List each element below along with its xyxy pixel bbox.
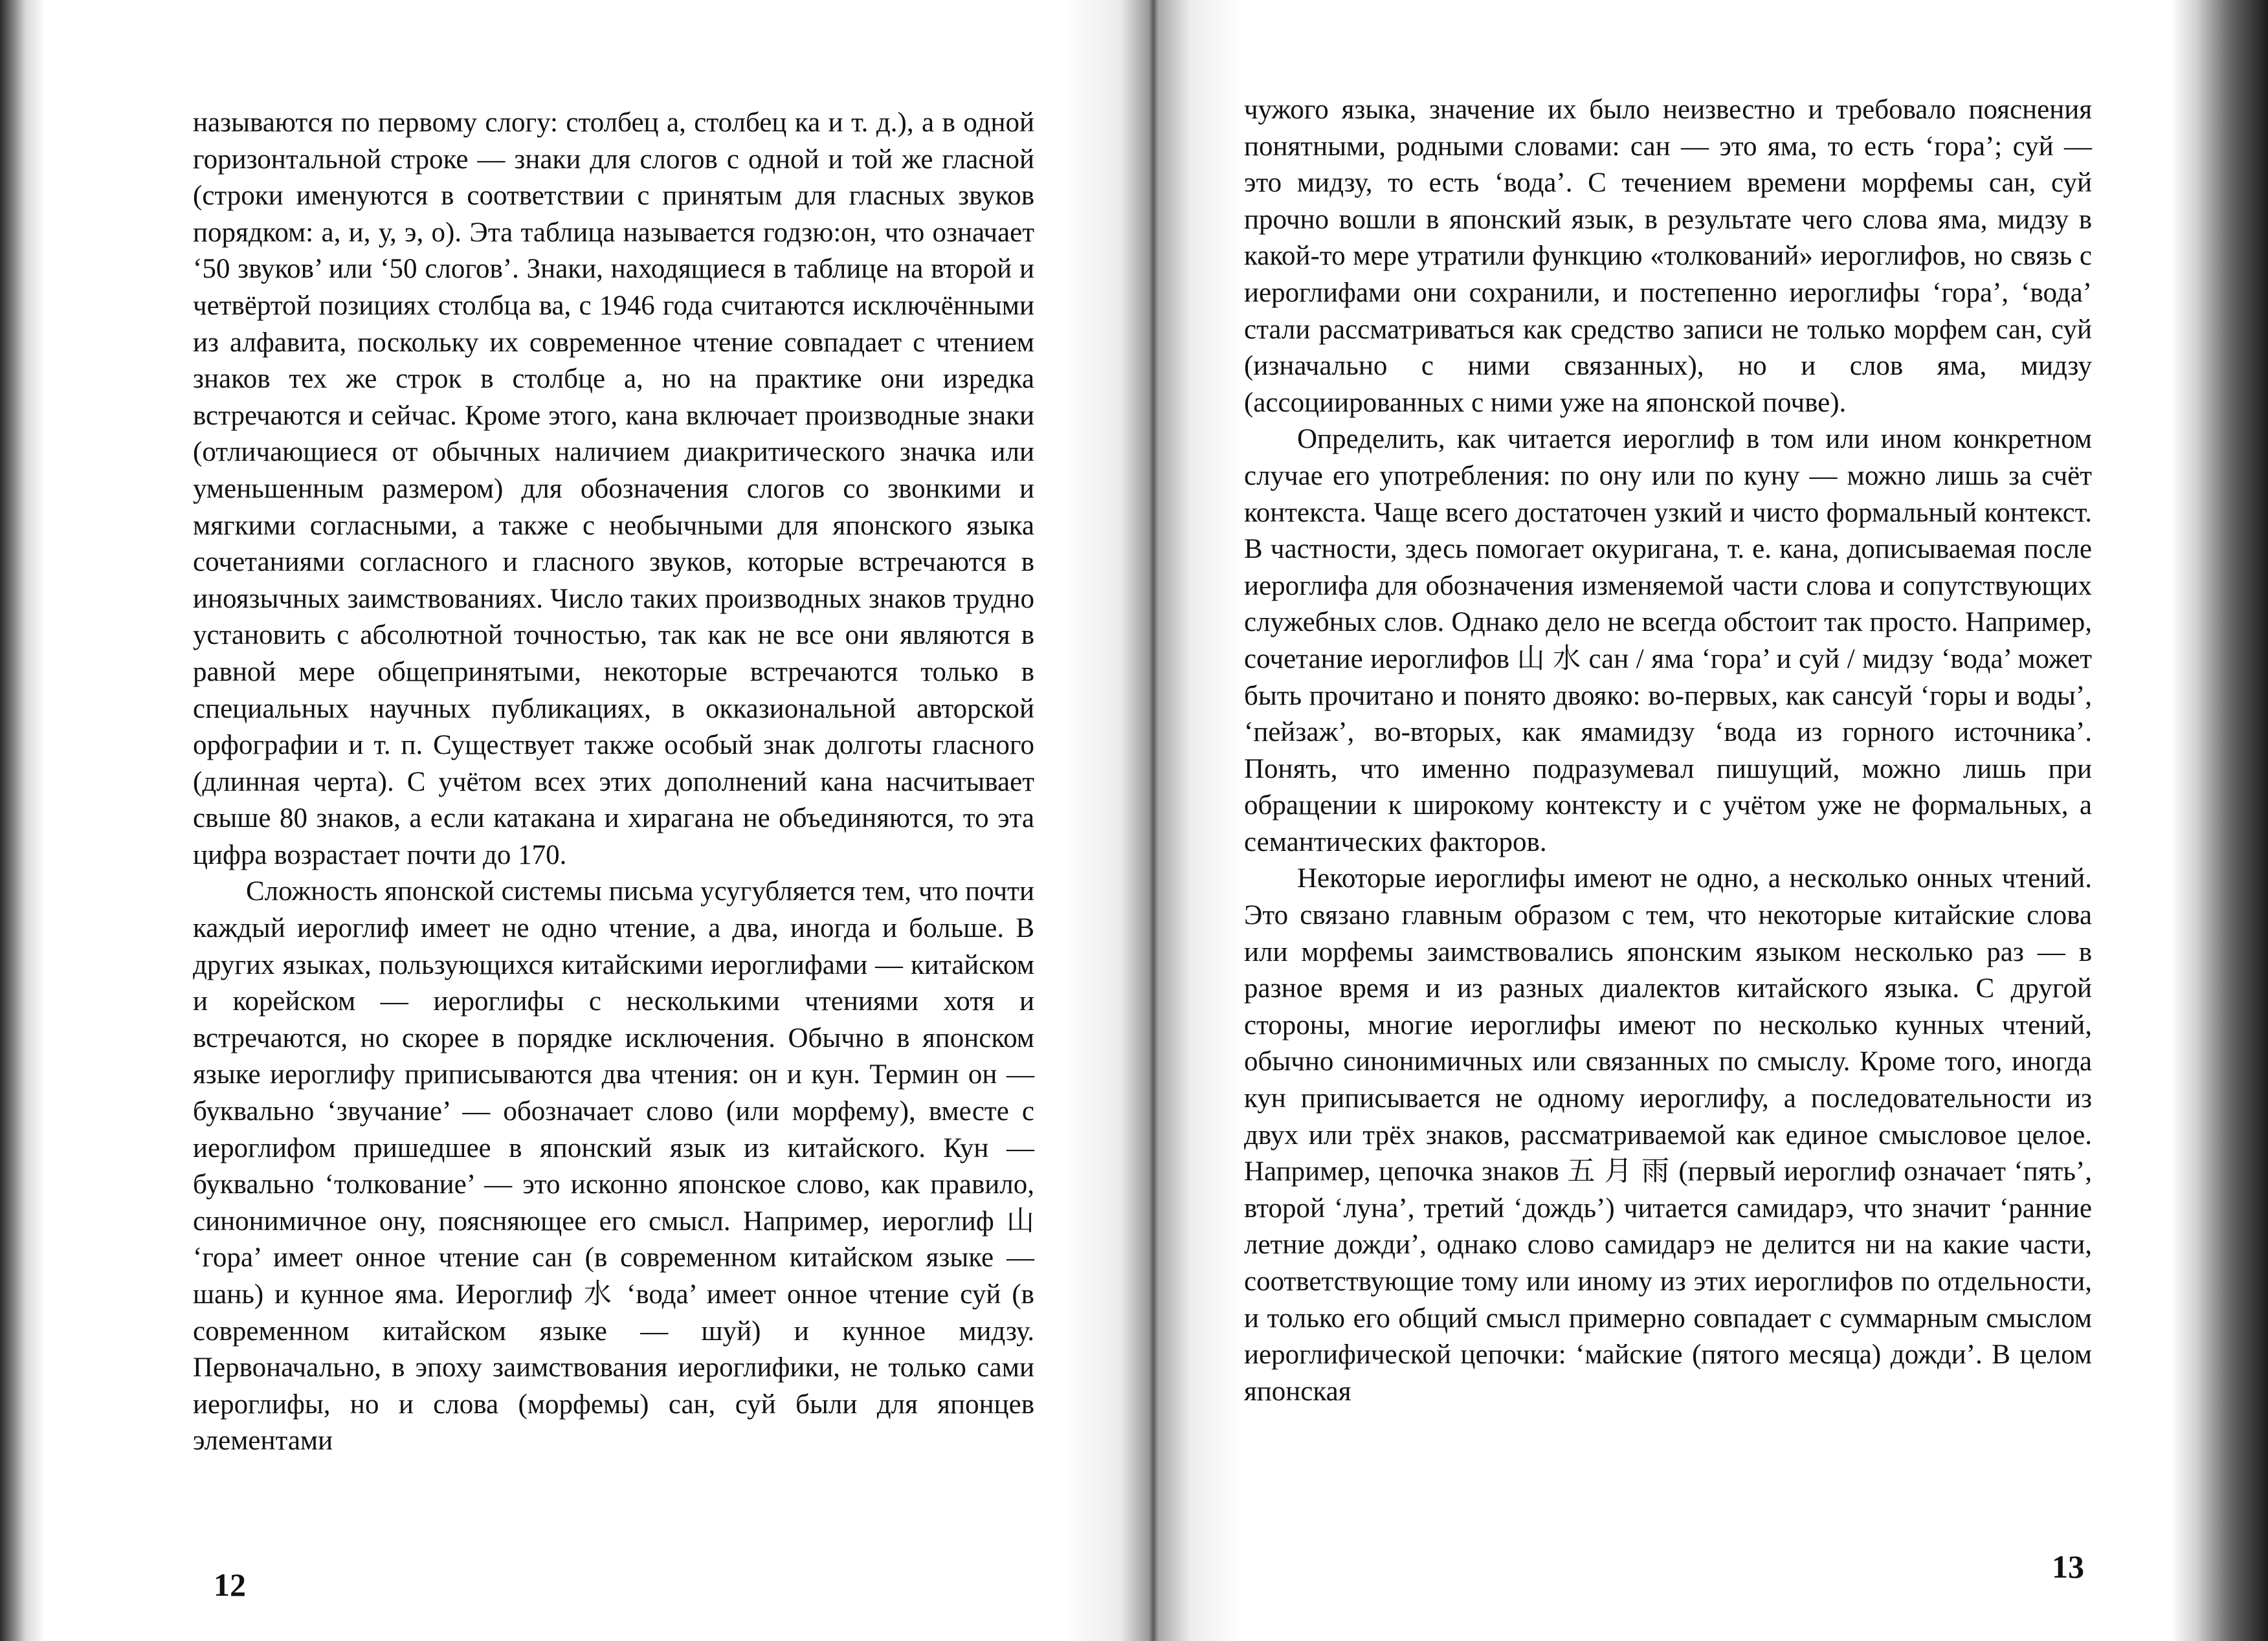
right-paragraph-2: Определить, как читается иероглиф в том или ином конкретном случае его употребления: по ону или по куну — можно лишь за счёт контекста. Чаще всего достаточен узкий и чисто формальный контекст. В частности, здесь помогает окуригана, т. е. кана, дописываемая после иероглифа для обозначения изменяемой части слова и сопутствующих служебных слов. Однако дело не всегда обстоит так просто. Например, сочетание иероглифов 山 水 сан / яма ‘гора’ и суй / мидзу ‘вода’ может быть прочитано и понято двояко: во-первых, как сансуй ‘горы и воды’, ‘пейзаж’, во-вторых, как ямамидзу ‘вода из горного источника’. Понять, что именно подразумевал пишущий, можно лишь при обращении к широкому контексту и с учётом уже не формальных, а семантических факторов.	[1244, 424, 2092, 857]
page-number-right: 13	[2052, 1548, 2084, 1585]
page-number-left: 12	[214, 1567, 246, 1603]
book-gutter	[1062, 0, 1243, 1641]
right-paragraph-3: Некоторые иероглифы имеют не одно, а несколько онных чтений. Это связано главным образом с тем, что некоторые китайские слова или морфемы заимствовались японским языком несколько раз — в разное время и из разных диалектов китайского языка. С другой стороны, многие иероглифы имеют по несколько кунных чтений, обычно синонимичных или связанных по смыслу. Кроме того, иногда кун приписывается не одному иероглифу, а последовательности из двух или трёх знаков, рассматриваемой как единое смысловое целое. Например, цепочка знаков 五 月 雨 (первый иероглиф означает ‘пять’, второй ‘луна’, третий ‘дождь’) читается самидарэ, что значит ‘ранние летние дожди’, однако слово самидарэ не делится ни на какие части, соответствующие тому или иному из этих иероглифов по отдельности, и только его общий смысл примерно совпадает с суммарным смыслом иероглифической цепочки: ‘майские (пятого месяца) дожди’. В целом японская	[1244, 863, 2092, 1407]
left-paragraph-2: Сложность японской системы письма усугубляется тем, что почти каждый иероглиф имеет не одно чтение, а два, иногда и больше. В других языках, пользующихся китайскими иероглифами — китайском и корейском — иероглифы с несколькими чтениями хотя и встречаются, но скорее в порядке исключения. Обычно в японском языке иероглифу приписываются два чтения: он и кун. Термин он — буквально ‘звучание’ — обозначает слово (или морфему), вместе с иероглифом пришедшее в японский язык из китайского. Кун — буквально ‘толкование’ — это исконно японское слово, как правило, синонимичное ону, поясняющее его смысл. Например, иероглиф 山 ‘гора’ имеет онное чтение сан (в современном китайском языке — шань) и кунное яма. Иероглиф 水 ‘вода’ имеет онное чтение суй (в современном китайском языке — шуй) и кунное мидзу. Первоначально, в эпоху заимствования иероглифики, не только сами иероглифы, но и слова (морфемы) сан, суй были для японцев элементами	[193, 876, 1034, 1457]
right-paragraph-1: чужого языка, значение их было неизвестно и требовало пояснения понятными, родными словами: сан — это яма, то есть ‘гора’; суй — это мидзу, то есть ‘вода’. С течением времени морфемы сан, суй прочно вошли в японский язык, в результате чего слова яма, мидзу в какой-то мере утратили функцию «толкований» иероглифов, но связь с иероглифами они сохранили, и постепенно иероглифы ‘гора’, ‘вода’ стали рассматриваться как средство записи не только морфем сан, суй (изначально с ними связанных), но и слов яма, мидзу (ассоциированных с ними уже на японской почве).	[1244, 94, 2092, 418]
left-page	[45, 0, 1062, 1641]
book-left-edge-shadow	[0, 0, 45, 1641]
book-right-edge-shadow	[2171, 0, 2268, 1641]
right-page-text	[1244, 92, 2092, 1410]
left-page-text	[193, 105, 1034, 1460]
right-page	[1243, 0, 2171, 1641]
left-paragraph-1: называются по первому слогу: столбец а, столбец ка и т. д.), а в одной горизонтальной строке — знаки для слогов с одной и той же гласной (строки именуются в соответствии с принятым для гласных звуков порядком: а, и, у, э, о). Эта таблица называется годзю:он, что означает ‘50 звуков’ или ‘50 слогов’. Знаки, находящиеся в таблице на второй и четвёртой позициях столбца ва, с 1946 года считаются исключёнными из алфавита, поскольку их современное чтение совпадает с чтением знаков тех же строк в столбце а, но на практике они изредка встречаются и сейчас. Кроме этого, кана включает производные знаки (отличающиеся от обычных наличием диакритического значка или уменьшенным размером) для обозначения слогов со звонкими и мягкими согласными, а также с необычными для японского языка сочетаниями согласного и гласного звуков, которые встречаются в иноязычных заимствованиях. Число таких производных знаков трудно установить с абсолютной точностью, так как не все они являются в равной мере общепринятыми, некоторые встречаются только в специальных научных публикациях, в окказиональной авторской орфографии и т. п. Существует также особый знак долготы гласного (длинная черта). С учётом всех этих дополнений кана насчитывает свыше 80 знаков, а если катакана и хирагана не объединяются, то эта цифра возрастает почти до 170.	[193, 107, 1034, 870]
